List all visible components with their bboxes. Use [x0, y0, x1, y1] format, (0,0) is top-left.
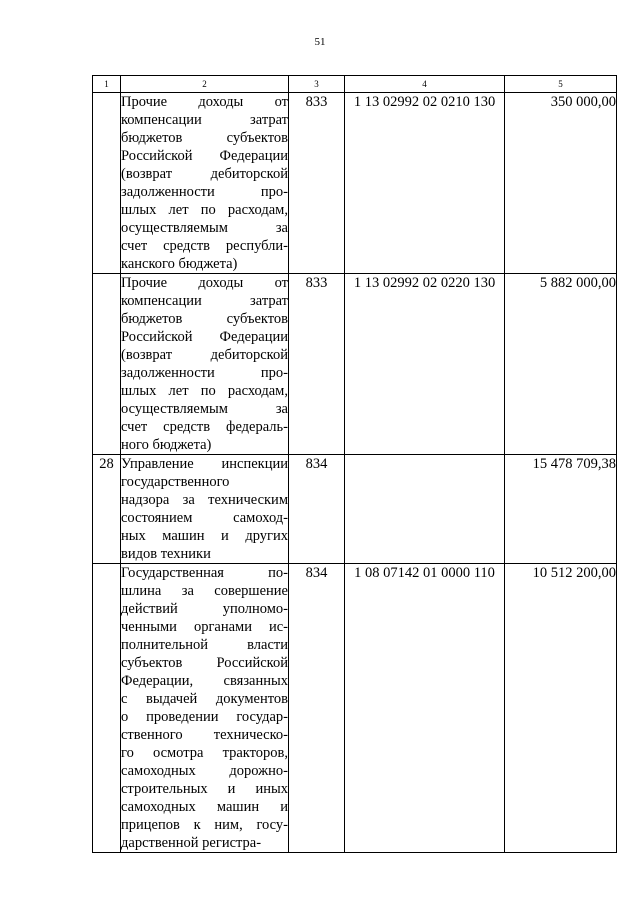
page-number: 51: [314, 36, 326, 48]
revenue-name-line: ного бюджета): [121, 437, 212, 453]
revenue-name-line: дарственной регистра-: [121, 835, 262, 851]
revenue-name-line: самоходных дорожно-: [121, 763, 288, 779]
header-col-3: 3: [289, 76, 345, 93]
revenue-name-line: компенсации затрат: [121, 112, 288, 128]
revenue-name-line: ченными органами ис-: [121, 619, 288, 635]
revenue-name-line: (возврат дебиторской: [121, 347, 288, 363]
budget-classification-code: 1 13 02992 02 0220 130: [345, 274, 505, 455]
header-col-1: 1: [93, 76, 121, 93]
row-number: 28: [93, 455, 121, 564]
revenue-name-line: канского бюджета): [121, 256, 238, 272]
row-number: [93, 564, 121, 853]
header-col-5: 5: [505, 76, 617, 93]
revenue-name-line: ных машин и других: [121, 528, 288, 544]
revenue-name-line: компенсации затрат: [121, 293, 288, 309]
revenue-name-line: Российской Федерации: [121, 148, 288, 164]
amount: 10 512 200,00: [505, 564, 617, 853]
revenue-name-line: субъектов Российской: [121, 655, 288, 671]
revenue-name-line: задолженности про-: [121, 365, 288, 381]
header-col-2: 2: [121, 76, 289, 93]
revenue-name-line: строительных и иных: [121, 781, 288, 797]
revenue-name-line: шлина за совершение: [121, 583, 288, 599]
revenue-name: [121, 455, 289, 564]
header-col-4: 4: [345, 76, 505, 93]
revenue-name-line: Прочие доходы от: [121, 94, 288, 110]
row-number: [93, 93, 121, 274]
revenue-name-line: ственного техническо-: [121, 727, 288, 743]
revenue-name-line: осуществляемым за: [121, 401, 288, 417]
revenue-name-line: Федерации, связанных: [121, 673, 288, 689]
revenue-name-line: го осмотра тракторов,: [121, 745, 288, 761]
revenue-name-line: шлых лет по расходам,: [121, 383, 288, 399]
budget-classification-code: [345, 455, 505, 564]
revenue-name-line: государственного: [121, 474, 230, 490]
revenue-name-line: счет средств республи-: [121, 238, 288, 254]
revenue-name-line: с выдачей документов: [121, 691, 288, 707]
revenue-name-line: действий уполномо-: [121, 601, 288, 617]
budget-classification-code: 1 13 02992 02 0210 130: [345, 93, 505, 274]
header-row: [93, 76, 617, 93]
revenue-name-line: (возврат дебиторской: [121, 166, 288, 182]
revenue-name-line: шлых лет по расходам,: [121, 202, 288, 218]
administrator-code: 834: [289, 564, 345, 853]
administrator-code: 834: [289, 455, 345, 564]
revenue-name-line: Государственная по-: [121, 565, 288, 581]
amount: 350 000,00: [505, 93, 617, 274]
amount: 15 478 709,38: [505, 455, 617, 564]
table-row: [93, 274, 617, 455]
revenue-name-line: Российской Федерации: [121, 329, 288, 345]
revenue-name-line: видов техники: [121, 546, 211, 562]
revenue-name: [121, 93, 289, 274]
revenue-name-line: Управление инспекции: [121, 456, 288, 472]
table-row: [93, 564, 617, 853]
table-row: [93, 455, 617, 564]
budget-classification-code: 1 08 07142 01 0000 110: [345, 564, 505, 853]
administrator-code: 833: [289, 274, 345, 455]
administrator-code: 833: [289, 93, 345, 274]
revenue-name-line: прицепов к ним, госу-: [121, 817, 288, 833]
revenue-name: [121, 564, 289, 853]
revenue-name-line: бюджетов субъектов: [121, 311, 288, 327]
budget-table: [92, 75, 617, 853]
revenue-name-line: самоходных машин и: [121, 799, 288, 815]
revenue-name-line: о проведении государ-: [121, 709, 288, 725]
row-number: [93, 274, 121, 455]
revenue-name-line: счет средств федераль-: [121, 419, 288, 435]
revenue-name-line: полнительной власти: [121, 637, 288, 653]
revenue-name: [121, 274, 289, 455]
revenue-name-line: надзора за техническим: [121, 492, 288, 508]
table-row: [93, 93, 617, 274]
revenue-name-line: Прочие доходы от: [121, 275, 288, 291]
amount: 5 882 000,00: [505, 274, 617, 455]
revenue-name-line: бюджетов субъектов: [121, 130, 288, 146]
revenue-name-line: состоянием самоход-: [121, 510, 288, 526]
revenue-name-line: задолженности про-: [121, 184, 288, 200]
revenue-name-line: осуществляемым за: [121, 220, 288, 236]
